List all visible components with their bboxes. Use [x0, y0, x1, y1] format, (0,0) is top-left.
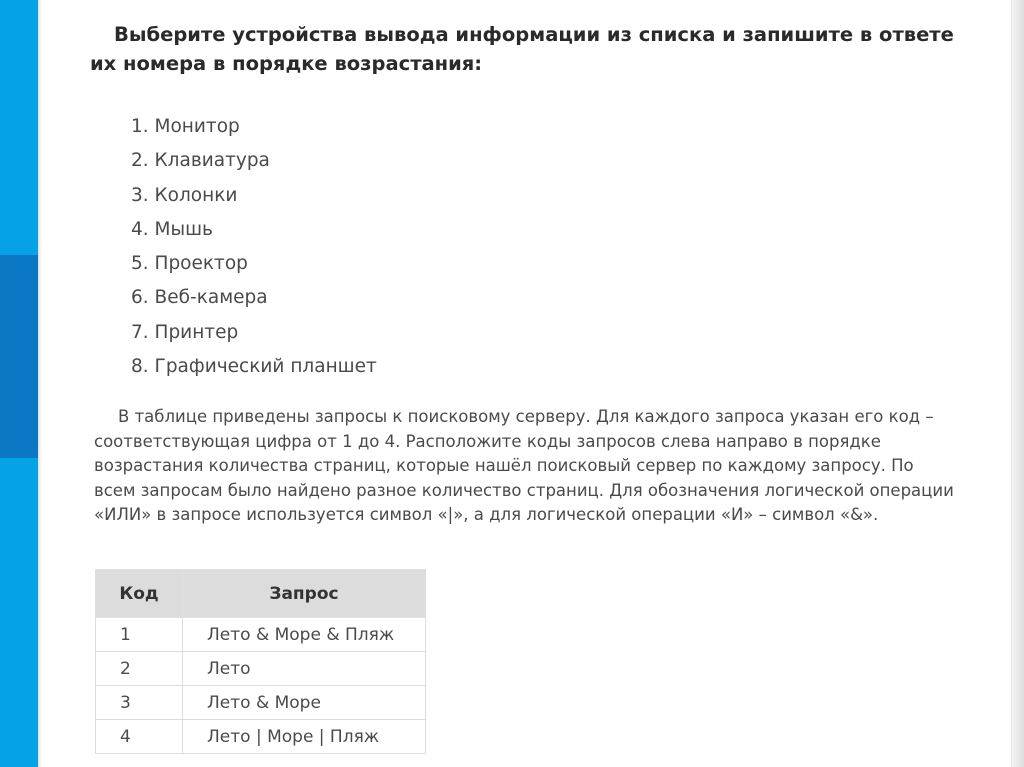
code-cell: 4	[96, 720, 183, 754]
code-cell: 3	[96, 686, 183, 720]
list-item: 8. Графический планшет	[131, 356, 377, 378]
device-list	[131, 113, 377, 387]
list-item: 2. Клавиатура	[131, 150, 270, 172]
task-paragraph	[94, 405, 954, 528]
sidebar-accent-bottom	[0, 458, 38, 767]
sidebar-accent-top	[0, 0, 38, 255]
table-row	[96, 686, 426, 720]
task-heading	[90, 20, 970, 78]
column-header-code: Код	[96, 570, 183, 618]
query-cell: Лето & Море	[183, 686, 426, 720]
query-cell: Лето & Море & Пляж	[183, 618, 426, 652]
column-header-query: Запрос	[183, 570, 426, 618]
code-cell: 2	[96, 652, 183, 686]
query-table	[95, 569, 426, 754]
table-row	[96, 720, 426, 754]
sidebar-accent-middle	[0, 255, 38, 458]
code-cell: 1	[96, 618, 183, 652]
list-item: 4. Мышь	[131, 218, 213, 240]
table-header-row	[96, 570, 426, 618]
task-paragraph-text: В таблице приведены запросы к поисковому серверу. Для каждого запроса указан его код – соответствующая цифра от 1 до 4. Расположите коды запросов слева направо в порядке возрастания количества страниц, которые нашёл поисковый сервер по каждому запросу. По всем запросам было найдено разное количество страниц. Для обозначения логической операции «ИЛИ» в запросе используется символ «|», а для логической операции «И» – символ «&».	[94, 407, 954, 525]
page-right-edge	[1011, 0, 1024, 767]
list-item: 7. Принтер	[131, 321, 239, 343]
query-cell: Лето	[183, 652, 426, 686]
table-row	[96, 652, 426, 686]
list-item: 1. Монитор	[131, 116, 240, 137]
list-item: 3. Колонки	[131, 184, 238, 206]
list-item: 6. Веб-камера	[131, 287, 268, 309]
query-cell: Лето | Море | Пляж	[183, 720, 426, 754]
table-row	[96, 618, 426, 652]
list-item: 5. Проектор	[131, 253, 248, 275]
task-heading-text: Выберите устройства вывода информации из списка и запишите в ответе их номера в порядке возрастания:	[90, 23, 954, 75]
sidebar-shadow	[38, 0, 42, 767]
